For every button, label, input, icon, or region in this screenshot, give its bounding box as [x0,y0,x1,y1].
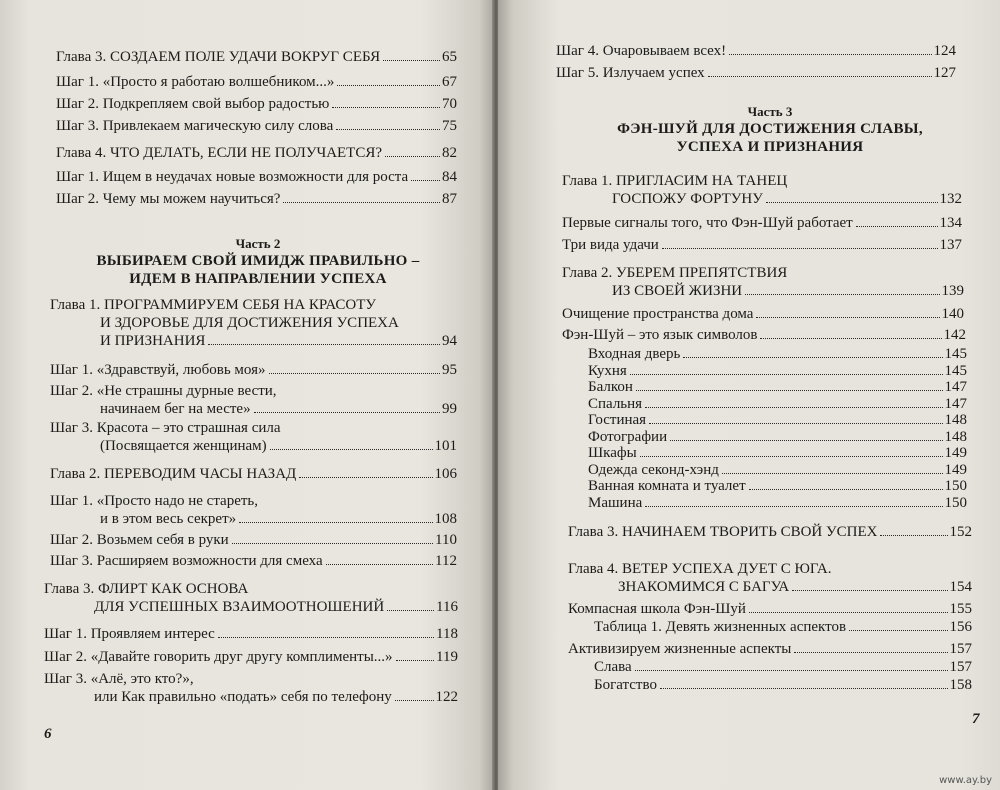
toc-entry [568,560,972,596]
part-heading [78,236,438,288]
toc-entry-title: Три вида удачи [562,237,659,253]
toc-entry [50,552,457,570]
toc-entry [50,296,457,350]
toc-page-number: 119 [436,649,458,665]
toc-entry [588,345,967,363]
toc-entry-title: ЗНАКОМИМСЯ С БАГУА [618,579,790,595]
toc-entry-title: ДЛЯ УСПЕШНЫХ ВЗАИМООТНОШЕНИЙ [94,599,385,615]
toc-entry [562,264,964,300]
toc-entry-title: Шаг 5. Излучаем успех [556,65,705,81]
toc-entry [50,531,457,549]
toc-entry-title: Глава 3. СОЗДАЕМ ПОЛЕ УДАЧИ ВОКРУГ СЕБЯ [56,49,381,65]
toc-page-number: 140 [941,306,964,322]
part-title: УСПЕХА И ПРИЗНАНИЯ [676,139,864,155]
part-title: ФЭН-ШУЙ ДЛЯ ДОСТИЖЕНИЯ СЛАВЫ, [617,121,923,137]
toc-entry-title: Глава 3. НАЧИНАЕМ ТВОРИТЬ СВОЙ УСПЕХ [568,524,878,540]
toc-entry [50,492,457,528]
toc-entry-title: Компасная школа Фэн-Шуй [568,601,746,617]
dot-leader [729,54,931,55]
toc-page-number: 147 [944,396,967,412]
dot-leader [299,477,432,478]
toc-page-number: 101 [434,438,457,454]
dot-leader [640,456,943,457]
dot-leader [649,423,942,424]
toc-entry-title: (Посвящается женщинам) [100,438,267,454]
toc-page-number: 134 [939,215,962,231]
toc-entry [556,42,956,60]
toc-page-number: 118 [436,626,458,642]
toc-entry-title: Балкон [588,379,633,395]
dot-leader [722,473,943,474]
toc-entry-title: ИЗ СВОЕЙ ЖИЗНИ [612,283,743,299]
dot-leader [283,202,440,203]
toc-entry-title: Очищение пространства дома [562,306,754,322]
dot-leader [683,357,942,358]
toc-entry-title: Шаг 1. «Здравствуй, любовь моя» [50,362,266,378]
dot-leader [766,202,938,203]
toc-page-number: 87 [442,191,457,207]
dot-leader [269,373,440,374]
toc-entry-title: Одежда секонд-хэнд [588,462,719,478]
toc-entry-title: Входная дверь [588,346,681,362]
dot-leader [336,129,440,130]
toc-entry [568,640,972,658]
toc-page-number: 156 [949,619,972,635]
toc-entry [594,676,972,694]
toc-page-number: 99 [442,401,457,417]
toc-entry-title: Шаг 3. «Алё, это кто?», [44,671,194,687]
toc-entry [50,465,457,483]
dot-leader [387,610,434,611]
dot-leader [396,660,434,661]
toc-entry [50,382,457,418]
toc-page-number: 65 [442,49,457,65]
dot-leader [218,637,434,638]
toc-page-number: 158 [949,677,972,693]
toc-page-number: 148 [944,429,967,445]
dot-leader [636,390,943,391]
toc-entry-title: Глава 1. ПРИГЛАСИМ НА ТАНЕЦ [562,173,788,189]
toc-entry-title: Активизируем жизненные аспекты [568,641,792,657]
toc-entry [56,73,457,91]
dot-leader [270,449,433,450]
dot-leader [660,688,948,689]
dot-leader [708,76,932,77]
dot-leader [745,294,939,295]
toc-entry-title: Шаг 3. Расширяем возможности для смеха [50,553,323,569]
toc-page-number: 149 [944,445,967,461]
dot-leader [630,374,943,375]
part-number: Часть 2 [235,236,281,251]
toc-page-number: 148 [944,412,967,428]
dot-leader [337,85,440,86]
toc-entry-title: Фотографии [588,429,668,445]
toc-entry-title: Глава 2. УБЕРЕМ ПРЕПЯТСТВИЯ [562,265,788,281]
toc-entry-title: Спальня [588,396,643,412]
toc-page-number: 147 [944,379,967,395]
part-title: ВЫБИРАЕМ СВОЙ ИМИДЖ ПРАВИЛЬНО – [96,253,420,269]
dot-leader [645,407,942,408]
toc-page-number: 150 [944,478,967,494]
toc-entry-title: Шаг 4. Очаровываем всех! [556,43,727,59]
toc-page-number: 127 [933,65,956,81]
toc-entry-title: Глава 3. ФЛИРТ КАК ОСНОВА [44,581,249,597]
toc-entry [588,378,967,396]
toc-entry-title: начинаем бег на месте» [100,401,251,417]
dot-leader [856,226,938,227]
toc-entry [594,658,972,676]
toc-page-number: 108 [434,511,457,527]
toc-entry-title: Таблица 1. Девять жизненных аспектов [594,619,847,635]
watermark: www.ay.by [939,775,992,786]
toc-page-number: 122 [435,689,458,705]
toc-entry [56,95,457,113]
toc-entry-title: Шаг 1. Ищем в неудачах новые возможности для роста [56,169,409,185]
page-number-left: 6 [44,726,52,742]
toc-page-number: 82 [442,145,457,161]
toc-page-number: 75 [442,118,457,134]
toc-entry [562,326,966,344]
dot-leader [662,248,938,249]
toc-page-number: 155 [949,601,972,617]
toc-page-number: 112 [435,553,457,569]
dot-leader [395,700,434,701]
right-page [498,0,1000,790]
toc-entry [44,580,458,616]
toc-entry [588,477,967,495]
dot-leader [635,670,948,671]
toc-entry-title: Шаг 2. Чему мы можем научиться? [56,191,281,207]
toc-page-number: 150 [944,495,967,511]
part-heading [590,104,950,156]
dot-leader [792,590,947,591]
toc-entry-title: И ЗДОРОВЬЕ ДЛЯ ДОСТИЖЕНИЯ УСПЕХА [100,315,399,331]
toc-entry-title: Шаг 2. Подкрепляем свой выбор радостью [56,96,330,112]
dot-leader [232,543,433,544]
toc-entry-title: Шаг 3. Красота – это страшная сила [50,420,281,436]
dot-leader [880,535,947,536]
dot-leader [645,506,942,507]
toc-entry-title: Глава 1. ПРОГРАММИРУЕМ СЕБЯ НА КРАСОТУ [50,297,377,313]
toc-entry [562,305,964,323]
toc-page-number: 106 [434,466,457,482]
toc-entry [44,648,458,666]
dot-leader [239,522,432,523]
toc-entry-title: ГОСПОЖУ ФОРТУНУ [612,191,763,207]
toc-entry-title: Фэн-Шуй – это язык символов [562,327,758,343]
page-number-right: 7 [972,711,980,727]
left-page [0,0,494,790]
toc-entry-title: Шаг 3. Привлекаем магическую силу слова [56,118,334,134]
toc-entry-title: Гостиная [588,412,647,428]
part-number: Часть 3 [747,104,793,119]
toc-page-number: 70 [442,96,457,112]
toc-entry-title: Глава 4. ВЕТЕР УСПЕХА ДУЕТ С ЮГА. [568,561,832,577]
toc-entry-title: Шаг 2. Возьмем себя в руки [50,532,229,548]
toc-entry [562,172,962,208]
toc-entry-title: Ванная комната и туалет [588,478,746,494]
toc-entry [44,625,458,643]
toc-entry-title: Шаг 1. «Просто я работаю волшебником...» [56,74,335,90]
toc-page-number: 67 [442,74,457,90]
toc-entry [50,361,457,379]
dot-leader [749,612,948,613]
toc-entry [44,670,458,706]
toc-page-number: 145 [944,363,967,379]
toc-entry-title: Богатство [594,677,657,693]
toc-entry [588,411,967,429]
dot-leader [849,630,947,631]
toc-page-number: 157 [949,659,972,675]
toc-entry-title: или Как правильно «подать» себя по телефону [94,689,392,705]
toc-entry [562,214,962,232]
toc-page-number: 84 [442,169,457,185]
toc-entry [56,48,457,66]
toc-entry [50,419,457,455]
dot-leader [794,652,947,653]
toc-page-number: 94 [442,333,457,349]
dot-leader [411,180,440,181]
toc-page-number: 132 [939,191,962,207]
dot-leader [385,156,440,157]
toc-entry-title: и в этом весь секрет» [100,511,237,527]
toc-entry-title: Шаг 1. Проявляем интерес [44,626,215,642]
toc-page-number: 124 [933,43,956,59]
part-title: ИДЕМ В НАПРАВЛЕНИИ УСПЕХА [129,271,387,287]
toc-entry-title: Шаг 2. «Давайте говорить друг другу комплименты...» [44,649,393,665]
toc-entry [588,494,967,512]
toc-page-number: 149 [944,462,967,478]
toc-page-number: 154 [949,579,972,595]
toc-entry-title: Шаг 1. «Просто надо не стареть, [50,493,259,509]
dot-leader [332,107,440,108]
toc-page-number: 142 [943,327,966,343]
toc-page-number: 110 [435,532,457,548]
toc-entry [594,618,972,636]
toc-entry [56,144,457,162]
toc-page-number: 116 [436,599,458,615]
toc-entry-title: Шаг 2. «Не страшны дурные вести, [50,383,277,399]
toc-entry-title: Машина [588,495,643,511]
toc-entry-title: Глава 4. ЧТО ДЕЛАТЬ, ЕСЛИ НЕ ПОЛУЧАЕТСЯ? [56,145,383,161]
toc-entry-title: Шкафы [588,445,637,461]
toc-entry [568,523,972,541]
dot-leader [756,317,939,318]
toc-entry-title: Глава 2. ПЕРЕВОДИМ ЧАСЫ НАЗАД [50,466,297,482]
toc-entry [56,190,457,208]
toc-entry [568,600,972,618]
dot-leader [254,412,440,413]
dot-leader [670,440,942,441]
toc-page-number: 139 [941,283,964,299]
toc-page-number: 137 [939,237,962,253]
toc-entry-title: Слава [594,659,632,675]
toc-page-number: 145 [944,346,967,362]
toc-page-number: 152 [949,524,972,540]
toc-entry [562,236,962,254]
toc-page-number: 157 [949,641,972,657]
dot-leader [208,344,440,345]
toc-page-number: 95 [442,362,457,378]
dot-leader [326,564,433,565]
toc-entry-title: Кухня [588,363,627,379]
toc-entry [56,168,457,186]
toc-entry [588,444,967,462]
toc-entry [56,117,457,135]
toc-entry [556,64,956,82]
dot-leader [760,338,941,339]
dot-leader [749,489,943,490]
toc-entry-title: Первые сигналы того, что Фэн-Шуй работает [562,215,853,231]
toc-entry-title: И ПРИЗНАНИЯ [100,333,206,349]
dot-leader [383,60,440,61]
